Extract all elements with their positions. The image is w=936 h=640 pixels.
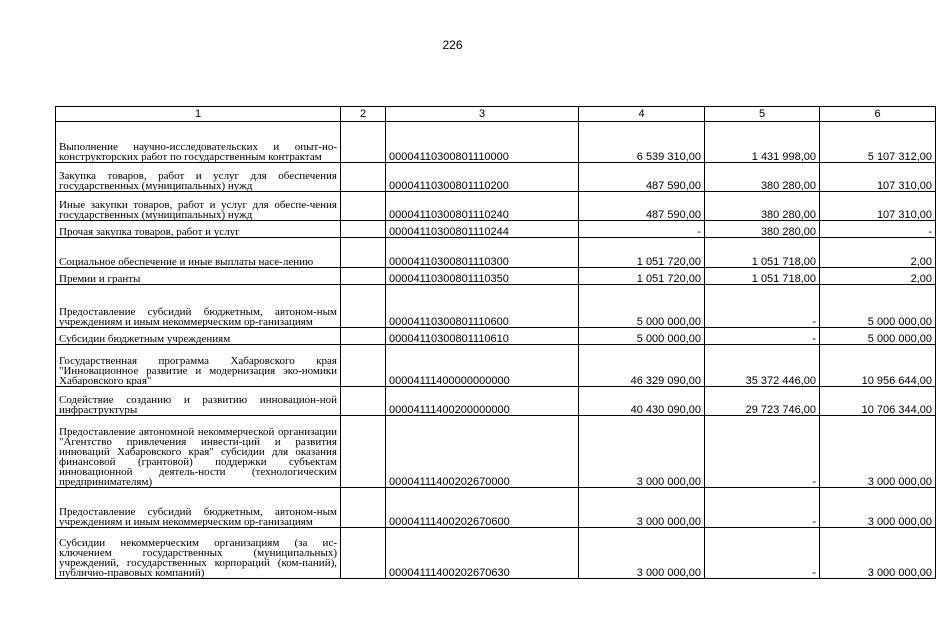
- budget-code: 00004110300801110600: [386, 285, 579, 328]
- budget-code: 00004111400202670630: [386, 528, 579, 579]
- budget-code: 00004110300801110200: [386, 163, 579, 192]
- column-header: 3: [386, 107, 579, 122]
- value-col-4: 3 000 000,00: [579, 416, 705, 488]
- value-col-6: -: [820, 221, 936, 238]
- budget-code: 00004111400000000000: [386, 345, 579, 387]
- value-col-5: 1 431 998,00: [705, 122, 820, 163]
- budget-code: 00004111400202670000: [386, 416, 579, 488]
- column-2-cell: [341, 238, 386, 268]
- column-2-cell: [341, 528, 386, 579]
- value-col-6: 3 000 000,00: [820, 488, 936, 528]
- value-col-5: 29 723 746,00: [705, 387, 820, 416]
- row-name: Предоставление субсидий бюджетным, автоном-ным учреждениям и иным некоммерческим ор-ганизациям: [56, 488, 341, 528]
- budget-code: 00004110300801110240: [386, 192, 579, 221]
- row-name: Премии и гранты: [56, 268, 341, 285]
- column-2-cell: [341, 221, 386, 238]
- table-row: [56, 268, 936, 285]
- table-row: [56, 328, 936, 345]
- budget-code: 00004111400202670600: [386, 488, 579, 528]
- row-name: Предоставление субсидий бюджетным, автоном-ным учреждениям и иным некоммерческим ор-ганизациям: [56, 285, 341, 328]
- value-col-6: 107 310,00: [820, 163, 936, 192]
- budget-code: 00004110300801110300: [386, 238, 579, 268]
- column-2-cell: [341, 122, 386, 163]
- value-col-4: 487 590,00: [579, 192, 705, 221]
- budget-code: 00004110300801110610: [386, 328, 579, 345]
- row-name: Субсидии некоммерческим организациям (за ис-ключением государственных (муниципальных) учреждений, государственных корпораций (ком-паний), публично-правовых компаний): [56, 528, 341, 579]
- column-2-cell: [341, 345, 386, 387]
- column-2-cell: [341, 488, 386, 528]
- budget-table: [55, 106, 936, 579]
- budget-code: 00004110300801110350: [386, 268, 579, 285]
- column-header: 2: [341, 107, 386, 122]
- value-col-5: 1 051 718,00: [705, 268, 820, 285]
- column-header: 4: [579, 107, 705, 122]
- column-header: 6: [820, 107, 936, 122]
- value-col-4: 3 000 000,00: [579, 528, 705, 579]
- table-row: [56, 488, 936, 528]
- column-header: 5: [705, 107, 820, 122]
- column-2-cell: [341, 192, 386, 221]
- value-col-6: 3 000 000,00: [820, 528, 936, 579]
- value-col-5: -: [705, 328, 820, 345]
- value-col-6: 5 000 000,00: [820, 285, 936, 328]
- value-col-6: 5 000 000,00: [820, 328, 936, 345]
- value-col-6: 107 310,00: [820, 192, 936, 221]
- value-col-6: 2,00: [820, 268, 936, 285]
- column-2-cell: [341, 268, 386, 285]
- row-name: Закупка товаров, работ и услуг для обеспечения государственных (муниципальных) нужд: [56, 163, 341, 192]
- column-header: 1: [56, 107, 341, 122]
- value-col-4: -: [579, 221, 705, 238]
- value-col-6: 10 956 644,00: [820, 345, 936, 387]
- value-col-5: 380 280,00: [705, 163, 820, 192]
- row-name: Государственная программа Хабаровского края "Инновационное развитие и модернизация эко-номики Хабаровского края": [56, 345, 341, 387]
- table-row: [56, 285, 936, 328]
- value-col-5: 1 051 718,00: [705, 238, 820, 268]
- table-row: [56, 387, 936, 416]
- value-col-6: 3 000 000,00: [820, 416, 936, 488]
- value-col-5: -: [705, 285, 820, 328]
- table-row: [56, 122, 936, 163]
- column-2-cell: [341, 163, 386, 192]
- value-col-4: 6 539 310,00: [579, 122, 705, 163]
- column-2-cell: [341, 328, 386, 345]
- budget-code: 00004110300801110000: [386, 122, 579, 163]
- row-name: Предоставление автономной некоммерческой организации "Агентство привлечения инвести-ций и развития инноваций Хабаровского края" субсидии для оказания финансовой (грантовой) поддержки субъектам инновационной деятель-ности (технологическим предпринимателям): [56, 416, 341, 488]
- table-row: [56, 416, 936, 488]
- column-2-cell: [341, 387, 386, 416]
- table-row: [56, 192, 936, 221]
- value-col-5: 380 280,00: [705, 192, 820, 221]
- value-col-5: 35 372 446,00: [705, 345, 820, 387]
- table-row: [56, 345, 936, 387]
- value-col-5: -: [705, 528, 820, 579]
- row-name: Прочая закупка товаров, работ и услуг: [56, 221, 341, 238]
- row-name: Социальное обеспечение и иные выплаты насе-лению: [56, 238, 341, 268]
- column-2-cell: [341, 416, 386, 488]
- value-col-4: 1 051 720,00: [579, 268, 705, 285]
- page-number: 226: [442, 38, 463, 52]
- row-name: Субсидии бюджетным учреждениям: [56, 328, 341, 345]
- budget-code: 00004110300801110244: [386, 221, 579, 238]
- table-row: [56, 238, 936, 268]
- value-col-5: 380 280,00: [705, 221, 820, 238]
- value-col-4: 3 000 000,00: [579, 488, 705, 528]
- column-2-cell: [341, 285, 386, 328]
- budget-code: 00004111400200000000: [386, 387, 579, 416]
- value-col-4: 40 430 090,00: [579, 387, 705, 416]
- value-col-5: -: [705, 488, 820, 528]
- value-col-4: 5 000 000,00: [579, 285, 705, 328]
- value-col-6: 2,00: [820, 238, 936, 268]
- table-row: [56, 221, 936, 238]
- value-col-6: 10 706 344,00: [820, 387, 936, 416]
- value-col-4: 46 329 090,00: [579, 345, 705, 387]
- value-col-4: 487 590,00: [579, 163, 705, 192]
- row-name: Содействие созданию и развитию инновацион-ной инфраструктуры: [56, 387, 341, 416]
- header-row: [56, 107, 936, 122]
- table-row: [56, 163, 936, 192]
- table-row: [56, 528, 936, 579]
- value-col-4: 5 000 000,00: [579, 328, 705, 345]
- value-col-4: 1 051 720,00: [579, 238, 705, 268]
- value-col-6: 5 107 312,00: [820, 122, 936, 163]
- row-name: Выполнение научно-исследовательских и опыт-но-конструкторских работ по государственным контрактам: [56, 122, 341, 163]
- value-col-5: -: [705, 416, 820, 488]
- row-name: Иные закупки товаров, работ и услуг для обеспе-чения государственных (муниципальных) нужд: [56, 192, 341, 221]
